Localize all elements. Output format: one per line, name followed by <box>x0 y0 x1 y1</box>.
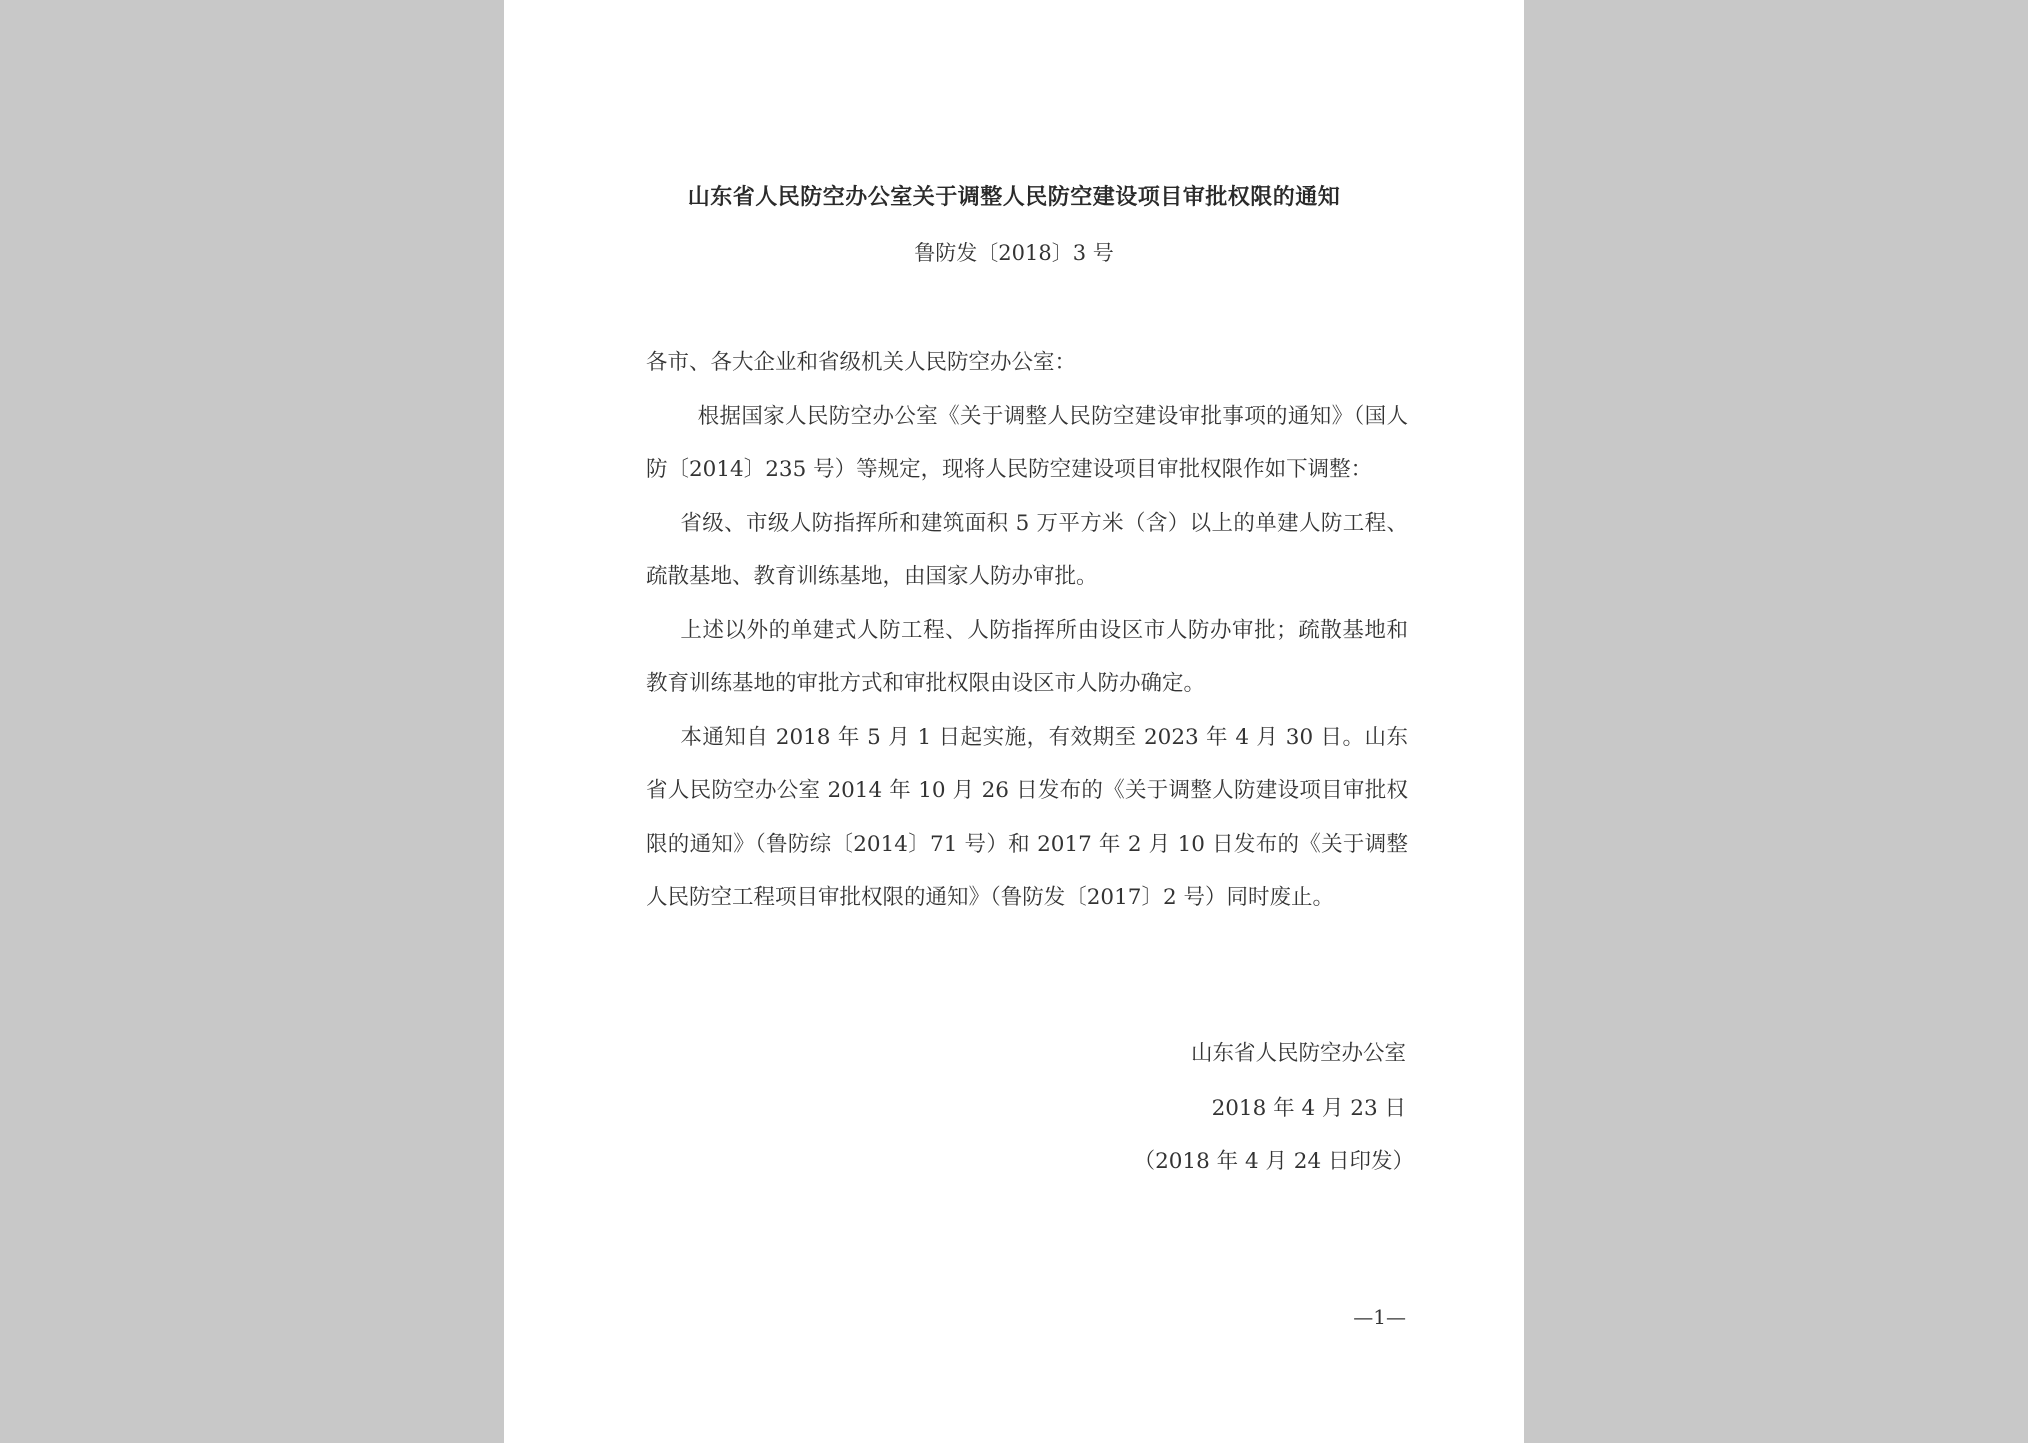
document-body <box>646 336 1408 925</box>
salutation: 各市、各大企业和省级机关人民防空办公室： <box>646 350 1077 375</box>
page-number: —1— <box>1353 1305 1406 1329</box>
paragraph-effective-date: 本通知自 2018 年 5 月 1 日起实施，有效期至 2023 年 4 月 30 日。山东省人民防空办公室 2014 年 10 月 26 日发布的《关于调整人防建设项目审批权限的通知》（鲁防综〔2014〕71 号）和 2017 年 2 月 10 日发布的《关于调整人民防空工程项目审批权限的通知》（鲁防发〔2017〕2 号）同时废止。 <box>646 724 1408 910</box>
document-page <box>504 0 1524 1443</box>
document-number: 鲁防发〔2018〕3 号 <box>914 241 1114 265</box>
issued-note: （2018 年 4 月 24 日印发） <box>1133 1149 1414 1174</box>
paragraph-basis: 根据国家人民防空办公室《关于调整人民防空建设审批事项的通知》（国人防〔2014〕235 号）等规定，现将人民防空建设项目审批权限作如下调整： <box>646 403 1408 482</box>
paragraph-city-approval: 上述以外的单建式人防工程、人防指挥所由设区市人防办审批；疏散基地和教育训练基地的审批方式和审批权限由设区市人防办确定。 <box>646 617 1408 696</box>
document-title: 山东省人民防空办公室关于调整人民防空建设项目审批权限的通知 <box>687 185 1341 210</box>
signature-date: 2018 年 4 月 23 日 <box>1211 1096 1406 1121</box>
paragraph-national-approval: 省级、市级人防指挥所和建筑面积 5 万平方米（含）以上的单建人防工程、疏散基地、教育训练基地，由国家人防办审批。 <box>646 510 1408 589</box>
signature-organization: 山东省人民防空办公室 <box>1190 1041 1406 1066</box>
